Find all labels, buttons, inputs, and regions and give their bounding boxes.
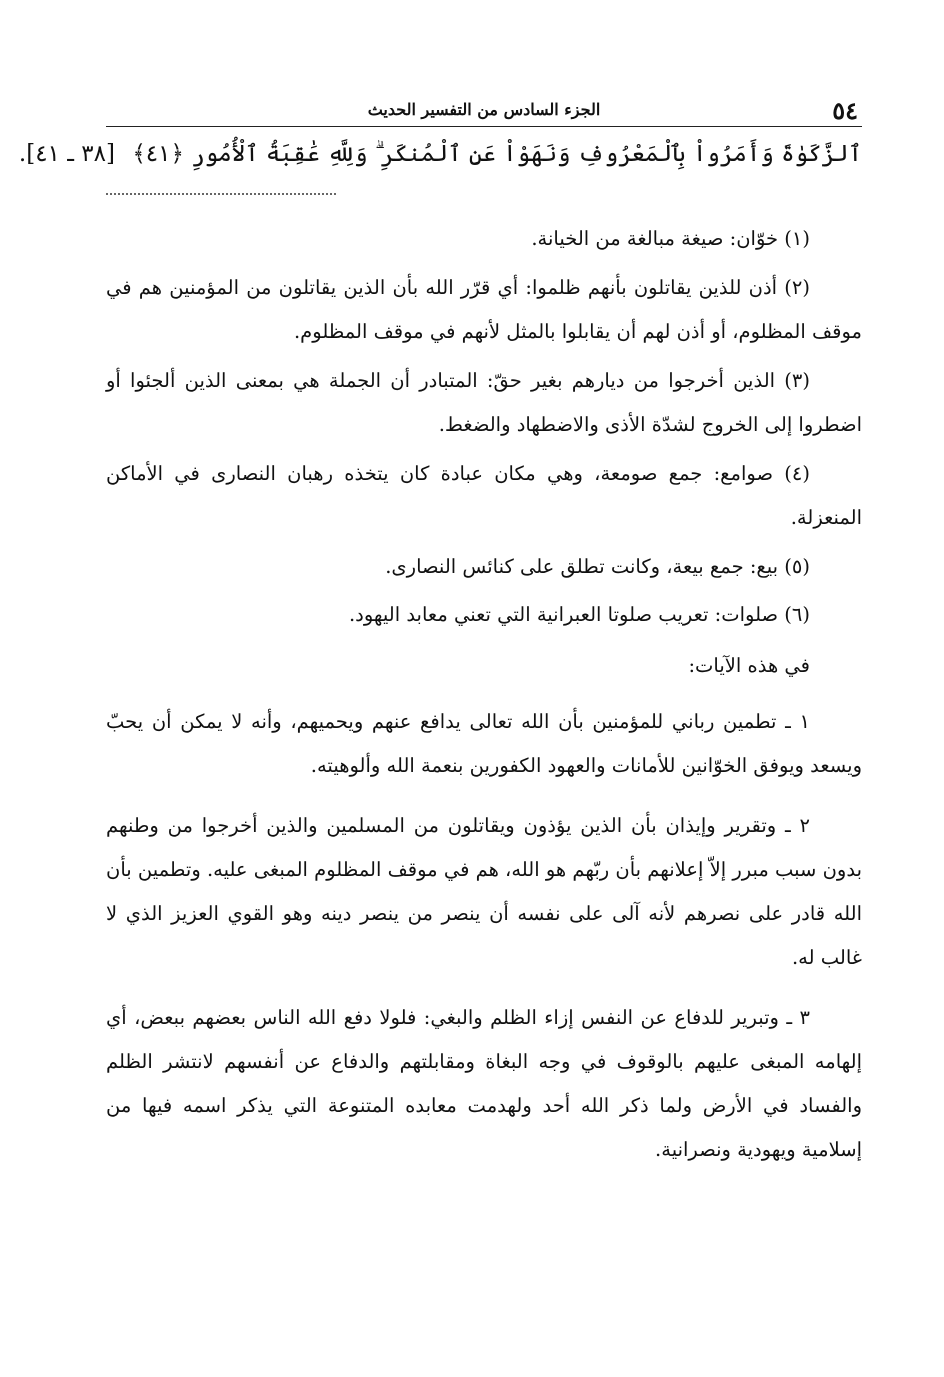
quran-verse-line [18,137,862,171]
footnote: (٦) صلوات: تعريب صلوتا العبرانية التي تعني معابد اليهود. [348,603,810,626]
commentary-section [106,644,862,1172]
footnote-separator [106,193,336,195]
footnote: (٥) بيع: جمع بيعة، وكانت تطلق على كنائس النصارى. [385,554,810,578]
commentary-point: ٢ ـ وتقرير وإيذان بأن الذين يؤذون ويقاتلون من المسلمين والذين أخرجوا من وطنهم بدون سبب مبرر إلاّ إعلانهم بأن ربّهم هو الله، هم في موقف المظلوم المبغى عليه. وتطمين بأن الله قادر على نصرهم لأنه آلى على نفسه أن ينصر من ينصر دينه وهو القوي العزيز الذي لا غالب له. [106,813,862,969]
footnote: (٣) الذين أخرجوا من ديارهم بغير حقّ: المتبادر أن الجملة هي بمعنى الذين ألجئوا أو اضطروا إلى الخروج لشدّة الأذى والاضطهاد والضغط. [106,368,862,436]
running-header [106,88,862,127]
commentary-point: ١ ـ تطمين رباني للمؤمنين بأن الله تعالى يدافع عنهم ويحميهم، وأنه لا يمكن أن يحبّ ويسعد ويوفق الخوّانين للأمانات والعهود الكفورين بنعمة الله وألوهيته. [106,709,862,777]
book-page [18,88,862,1338]
verse-text: ٱلزَّكَوٰةَ وَأَمَرُواْ بِٱلْمَعْرُوفِ وَنَهَوْاْ عَنِ ٱلْمُنكَرِ ۗ وَلِلَّهِ عَٰقِبَةُ ٱلْأُمُورِ ﴿٤١﴾ [132,141,862,167]
footnote: (٤) صوامع: جمع صومعة، وهي مكان عبادة كان يتخذه رهبان النصارى في الأماكن المنعزلة. [106,461,862,529]
footnotes-section [106,217,862,638]
book-title: الجزء السادس من التفسير الحديث [367,100,601,119]
footnote: (٢) أذن للذين يقاتلون بأنهم ظلموا: أي قرّر الله بأن الذين يقاتلون من المؤمنين هم في موقف المظلوم، أو أذن لهم أن يقابلوا بالمثل لأنهم في موقف المظلوم. [106,275,862,343]
page-number: ٥٤ [832,96,858,125]
commentary-heading: في هذه الآيات: [688,653,810,677]
verse-reference: [٣٨ ـ ٤١]. [18,141,115,167]
commentary-point: ٣ ـ وتبرير للدفاع عن النفس إزاء الظلم والبغي: فلولا دفع الله الناس بعضهم ببعض، أي إلهامه المبغى عليهم بالوقوف في وجه البغاة ومقابلتهم والدفاع عن أنفسهم لانتشر الظلم والفساد في الأرض ولما ذكر الله أحد ولهدمت معابده المتنوعة التي يذكر اسمه فيها من إسلامية ويهودية ونصرانية. [106,1005,862,1161]
footnote: (١) خوّان: صيغة مبالغة من الخيانة. [531,227,810,250]
